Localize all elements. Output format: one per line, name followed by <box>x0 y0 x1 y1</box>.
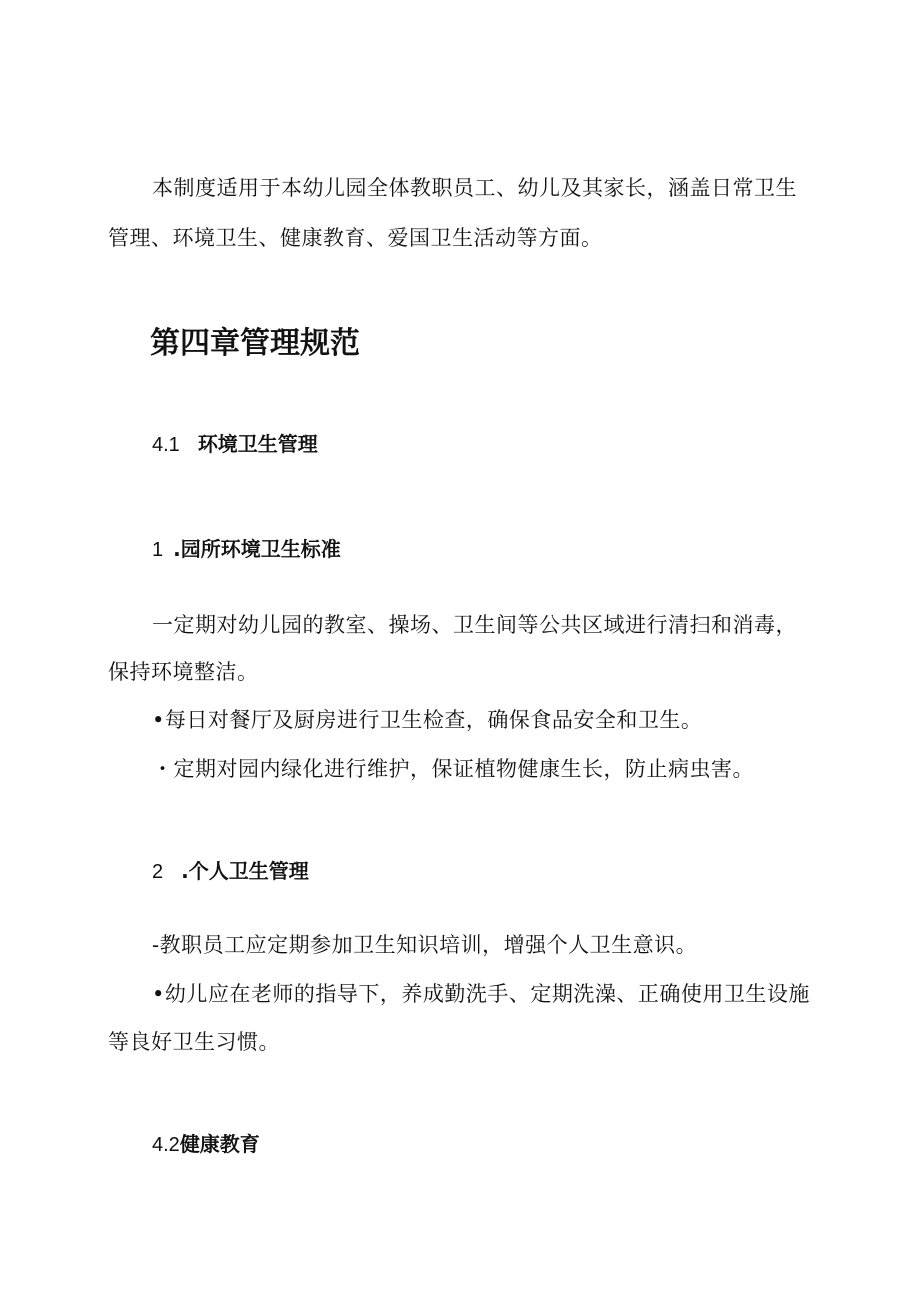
section-4-1-title: 环境卫生管理 <box>197 432 318 456</box>
environment-item-1-line-1: 一定期对幼儿园的教室、操场、卫生间等公共区域进行清扫和消毒， <box>152 613 797 637</box>
scope-paragraph-line-2: 管理、环境卫生、健康教育、爱国卫生活动等方面。 <box>108 226 603 250</box>
subsection-1-number: 1 <box>152 539 164 561</box>
section-4-2-number: 4.2 <box>152 1134 180 1156</box>
chapter-4-heading: 第四章管理规范 <box>150 326 360 361</box>
scope-paragraph-line-1: 本制度适用于本幼儿园全体教职员工、幼儿及其家长，涵盖日常卫生 <box>152 176 797 200</box>
section-4-1-heading <box>152 430 318 459</box>
personal-hygiene-item-2-line-2: 等良好卫生习惯。 <box>108 1030 280 1054</box>
subsection-1-title: .园所环境卫生标准 <box>173 537 341 561</box>
subsection-2-title: .个人卫生管理 <box>181 859 309 883</box>
subsection-1-heading <box>152 535 341 564</box>
section-4-2-heading <box>152 1130 260 1159</box>
personal-hygiene-item-1: -教职员工应定期参加卫生知识培训，增强个人卫生意识。 <box>152 933 698 957</box>
environment-item-3: ・定期对园内绿化进行维护，保证植物健康生长，防止病虫害。 <box>152 757 754 781</box>
environment-item-2: •每日对餐厅及厨房进行卫生检查，确保食品安全和卫生。 <box>152 708 703 732</box>
environment-item-1-line-2: 保持环境整洁。 <box>108 660 259 684</box>
subsection-2-heading <box>152 857 309 886</box>
section-4-2-title: 健康教育 <box>179 1132 260 1156</box>
personal-hygiene-item-2-line-1: •幼儿应在老师的指导下，养成勤洗手、定期洗澡、正确使用卫生设施 <box>152 982 810 1006</box>
subsection-2-number: 2 <box>152 861 164 883</box>
section-4-1-number: 4.1 <box>152 434 180 456</box>
